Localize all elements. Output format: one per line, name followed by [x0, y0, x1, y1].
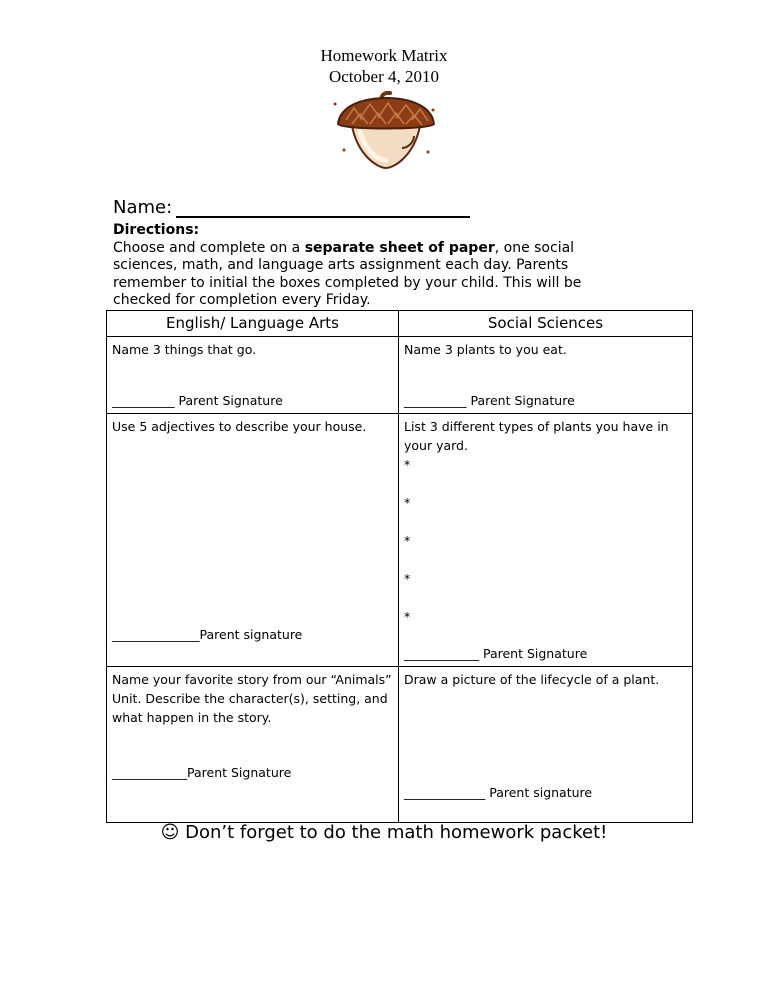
footer-reminder: ☺ Don’t forget to do the math homework packet! — [160, 822, 608, 843]
assignment-prompt: Use 5 adjectives to describe your house. — [112, 419, 367, 434]
name-field[interactable] — [113, 197, 470, 218]
parent-signature-line[interactable]: ______________Parent signature — [112, 627, 303, 642]
list-item: * — [404, 495, 411, 510]
assignment-prompt: List 3 different types of plants you have in your yard. — [404, 419, 669, 453]
directions — [113, 222, 633, 310]
assignment-prompt: Draw a picture of the lifecycle of a plant. — [404, 672, 660, 687]
assignment-prompt: Name 3 things that go. — [112, 342, 257, 357]
acorn-icon — [330, 90, 440, 172]
parent-signature-line[interactable]: __________ Parent Signature — [404, 393, 575, 408]
assignment-cell — [399, 414, 693, 667]
list-item: * — [404, 609, 411, 624]
homework-matrix-table — [106, 310, 693, 823]
directions-text-end: , one social sciences, math, and language arts assignment each day. Parents remember to initial the boxes completed by your child. This will be checked for completion every Friday. — [113, 239, 582, 308]
directions-text-start: Choose and complete on a — [113, 239, 305, 256]
table-row — [107, 414, 693, 667]
directions-heading: Directions: — [113, 222, 200, 238]
bullet-list — [404, 455, 687, 645]
list-item: * — [404, 533, 411, 548]
table-row — [107, 337, 693, 414]
name-blank-line[interactable] — [176, 198, 470, 218]
parent-signature-line[interactable]: ____________Parent Signature — [112, 765, 292, 780]
name-label: Name: — [113, 197, 173, 218]
page-date: October 4, 2010 — [328, 67, 439, 86]
assignment-cell — [399, 667, 693, 823]
directions-emphasis: separate sheet of paper — [304, 239, 495, 256]
list-item: * — [404, 457, 411, 472]
directions-text — [113, 240, 633, 310]
assignment-cell — [399, 337, 693, 414]
page-title: Homework Matrix — [320, 46, 448, 65]
list-item: * — [404, 571, 411, 586]
assignment-prompt: Name 3 plants to you eat. — [404, 342, 567, 357]
parent-signature-line[interactable]: ____________ Parent Signature — [404, 646, 588, 661]
column-header-english: English/ Language Arts — [107, 311, 399, 337]
assignment-cell — [107, 667, 399, 823]
column-header-social-sciences: Social Sciences — [399, 311, 693, 337]
parent-signature-line[interactable]: _____________ Parent signature — [404, 785, 593, 800]
assignment-cell — [107, 414, 399, 667]
parent-signature-line[interactable]: __________ Parent Signature — [112, 393, 283, 408]
table-row — [107, 667, 693, 823]
assignment-prompt: Name your favorite story from our “Animals” Unit. Describe the character(s), setting, and what happen in the story. — [112, 672, 392, 725]
assignment-cell — [107, 337, 399, 414]
table-header-row — [107, 311, 693, 337]
